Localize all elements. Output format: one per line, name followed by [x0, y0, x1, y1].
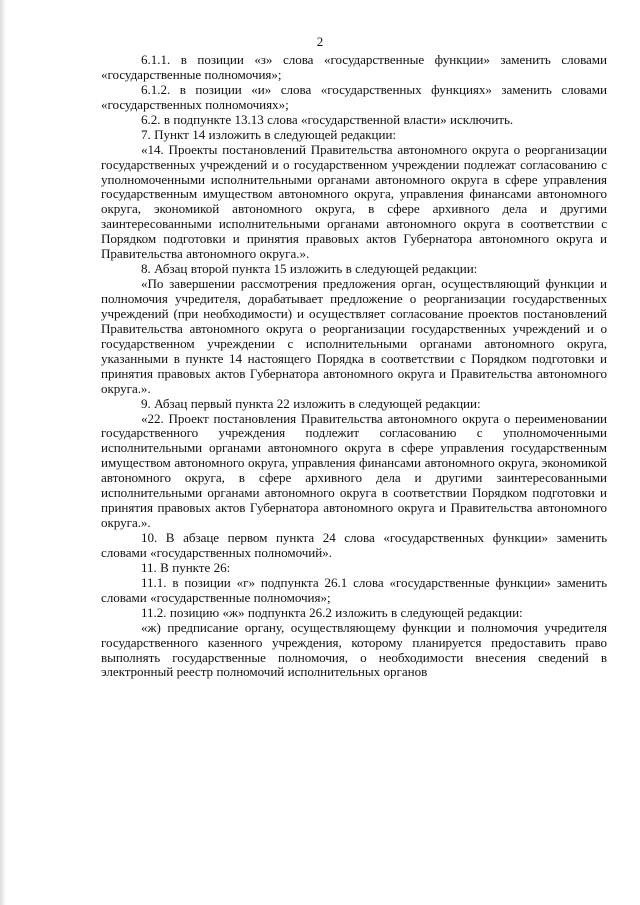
- page-number: 2: [316, 34, 324, 49]
- paragraph-22-text: «22. Проект постановления Правительства автономного округа о переименовании государственного учреждения подлежит согласованию с уполномоченными исполнительными органами автономного округа в сфере управления государственным имуществом автономного округа, управления финансами автономного округа, экономикой автономного округа, в сфере архивного дела и другими заинтересованными исполнительными органами автономного округа в соответствии Порядком подготовки и принятия правовых актов Губернатора автономного округа и Правительства автономного округа.».: [101, 410, 607, 531]
- document-body: [101, 53, 607, 680]
- paragraph-11-2: 11.2. позицию «ж» подпункта 26.2 изложить в следующей редакции:: [141, 604, 523, 620]
- paragraph-14-text: «14. Проекты постановлений Правительства автономного округа о реорганизации государственных учреждений и о государственном учреждении подлежат согласованию с уполномоченными исполнительными органами автономного округа в сфере управления государственным имуществом автономного округа, управления финансами автономного округа, экономикой автономного округа, в сфере архивного дела и другими заинтересованными исполнительными органами автономного округа в соответствии с Порядком подготовки и принятия правовых актов Губернатора автономного округа и Правительства автономного округа.».: [101, 141, 607, 262]
- paragraph-6-2: 6.2. в подпункте 13.13 слова «государственной власти» исключить.: [141, 111, 514, 127]
- paragraph-6-1-1: 6.1.1. в позиции «з» слова «государственные функции» заменить словами «государственные полномочия»;: [101, 52, 607, 82]
- paragraph-11-1: 11.1. в позиции «г» подпункта 26.1 слова «государственные функции» заменить словами «государственные полномочия»;: [101, 574, 607, 605]
- paragraph-10: 10. В абзаце первом пункта 24 слова «государственных функции» заменить словами «государственных полномочий».: [101, 530, 607, 560]
- paragraph-8: 8. Абзац второй пункта 15 изложить в следующей редакции:: [141, 261, 478, 277]
- scan-edge-shadow: [0, 0, 6, 905]
- paragraph-zh-text: «ж) предписание органу, осуществляющему функции и полномочия учредителя государственного казенного учреждения, которому планируется предоставить право выполнять государственные полномочия, о необходимости внесения сведений в электронный реестр полномочий исполнительных органов: [101, 619, 607, 680]
- paragraph-11: 11. В пункте 26:: [141, 559, 231, 575]
- paragraph-9: 9. Абзац первый пункта 22 изложить в следующей редакции:: [141, 395, 481, 411]
- paragraph-6-1-2: 6.1.2. в позиции «и» слова «государственных функциях» заменить словами «государственных полномочиях»;: [101, 81, 607, 112]
- paragraph-15-text: «По завершении рассмотрения предложения орган, осуществляющий функции и полномочия учредителя, дорабатывает предложение о реорганизации государственных учреждений (при необходимости) и осуществляет согласование проектов постановлений Правительства автономного округа о реорганизации государственных учреждений и о государственном учреждении с исполнительными органами автономного округа, указанными в пункте 14 настоящего Порядка в соответствии с Порядком подготовки и принятия правовых актов Губернатора автономного округа и Правительства автономного округа.».: [101, 276, 607, 396]
- paragraph-7: 7. Пункт 14 изложить в следующей редакции:: [141, 126, 396, 142]
